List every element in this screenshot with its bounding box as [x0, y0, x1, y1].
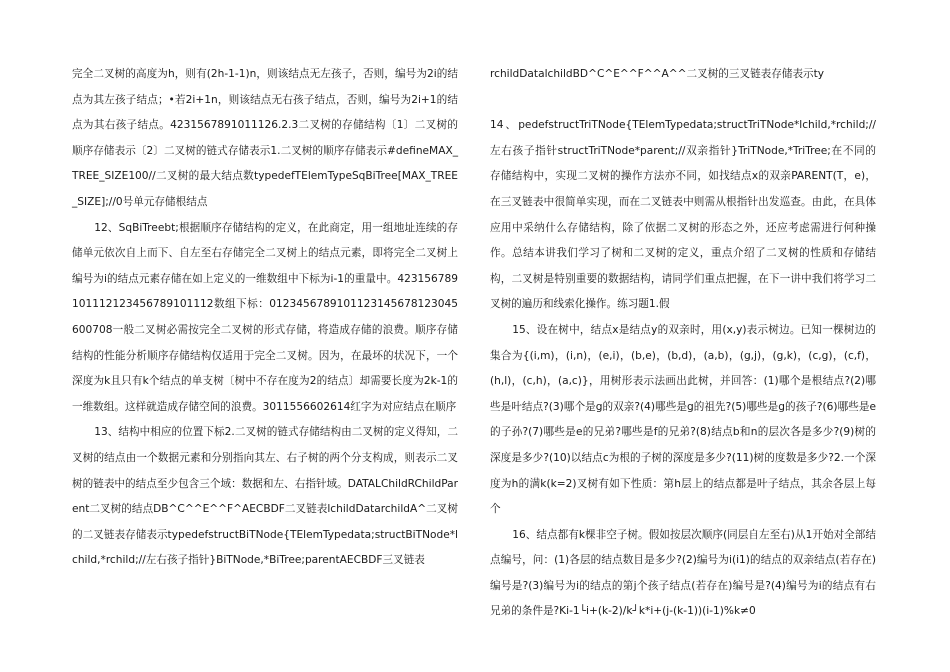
right-column [490, 62, 876, 625]
paragraph-spacer [490, 88, 876, 114]
left-paragraph-1: 完全二叉树的高度为h，则有(2h-1-1)n，则该结点无左孩子，否则，编号为2i的结点为其左孩子结点；•若2i+1n，则该结点无右孩子结点，否则，编号为2i+1的结点为其右孩子结点。4231567891011126.2.3二叉树的存储结构〔1〕二叉树的顺序存储表示〔2〕二叉树的链式存储表示1.二叉树的顺序存储表示#defineMAX_TREE_SIZE100//二叉树的最大结点数typedefTElemTypeSqBiTree[MAX_TREE_SIZE];//0号单元存储根结点 [72, 68, 458, 208]
left-column [72, 62, 458, 574]
left-paragraph-12: 12、SqBiTreebt;根据顺序存储结构的定义，在此商定，用一组地址连续的存储单元依次自上而下、自左至右存储完全二叉树上的结点元素，即将完全二叉树上编号为i的结点元素存储在如上定义的一维数组中下标为i-1的重量中。423156789101112123456789101112数组下标：0123456789101123145678123045600708一般二叉树必需按完全二叉树的形式存储，将造成存储的浪费。顺序存储结构的性能分析顺序存储结构仅适用于完全二叉树。因为，在最坏的状况下，一个深度为k且只有k个结点的单支树〔树中不存在度为2的结点〕却需要长度为2k-1的一维数组。这样就造成存储空间的浪费。3011556602614红字为对应结点在顺序 [72, 221, 458, 413]
right-paragraph-15: 15、设在树中，结点x是结点y的双亲时，用(x,y)表示树边。已知一棵树边的集合为{(i,m)，(i,n)，(e,i)，(b,e)，(b,d)，(a,b)，(g,j)，(g,k)，(c,g)，(c,f)，(h,l)，(c,h)，(a,c)}，用树形表示法画出此树，并回答：(1)哪个是根结点?(2)哪些是叶结点?(3)哪个是g的双亲?(4)哪些是g的祖先?(5)哪些是g的孩子?(6)哪些是e的子孙?(7)哪些是e的兄弟?哪些是f的兄弟?(8)结点b和n的层次各是多少?(9)树的深度是多少?(10)以结点c为根的子树的深度是多少?(11)树的度数是多少?2.一个深度为h的满k(k=2)叉树有如下性质：第h层上的结点都是叶子结点，其余各层上每个 [490, 323, 876, 516]
right-paragraph-16: 16、结点都有k棵非空子树。假如按层次顺序(同层自左至右)从1开始对全部结点编号，问：(1)各层的结点数目是多少?(2)编号为i(i1)的结点的双亲结点(若存在)编号是?(3)编号为i的结点的第j个孩子结点(若存在)编号是?(4)编号为i的结点有右兄弟的条件是?Ki-1└i+(k-2)/k┘k*i+(j-(k-1))(i-1)%k≠0 [490, 528, 876, 618]
left-paragraph-13: 13、结构中相应的位置下标2.二叉树的链式存储结构由二叉树的定义得知，二叉树的结点由一个数据元素和分别指向其左、右子树的两个分支构成，则表示二叉树的链表中的结点至少包含三个域：数据和左、右指针域。DATALChildRChildParent二叉树的结点DB^C^^E^^F^AECBDF二叉链表lchildDatarchildA^二叉树的二叉链表存储表示typedefstructBiTNode{TElemTypedata;structBiTNode*lchild,*rchild;//左右孩子指针}BiTNode,*BiTree;parentAECBDF三叉链表 [72, 426, 458, 567]
right-paragraph-14: 14、pedefstructTriTNode{TElemTypedata;structTriTNode*lchild,*rchild;//左右孩子指针structTriTNode*parent;//双亲指针}TriTNode,*TriTree;在不同的存储结构中，实现二叉树的操作方法亦不同，如找结点x的双亲PARENT(T，e)，在三叉链表中很简单实现，而在二叉链表中则需从根指针出发巡查。由此，在具体应用中采纳什么存储结构，除了依据二叉树的形态之外，还应考虑需进行何种操作。总结本讲我们学习了树和二叉树的定义，重点介绍了二叉树的性质和存储结构，二叉树是特别重要的数据结构，请同学们重点把握，在下一讲中我们将学习二叉树的遍历和线索化操作。练习题1.假 [490, 119, 876, 311]
right-paragraph-continuation: rchildDatalchildBD^C^E^^F^^A^^二叉树的三叉链表存储表示ty [490, 68, 825, 80]
